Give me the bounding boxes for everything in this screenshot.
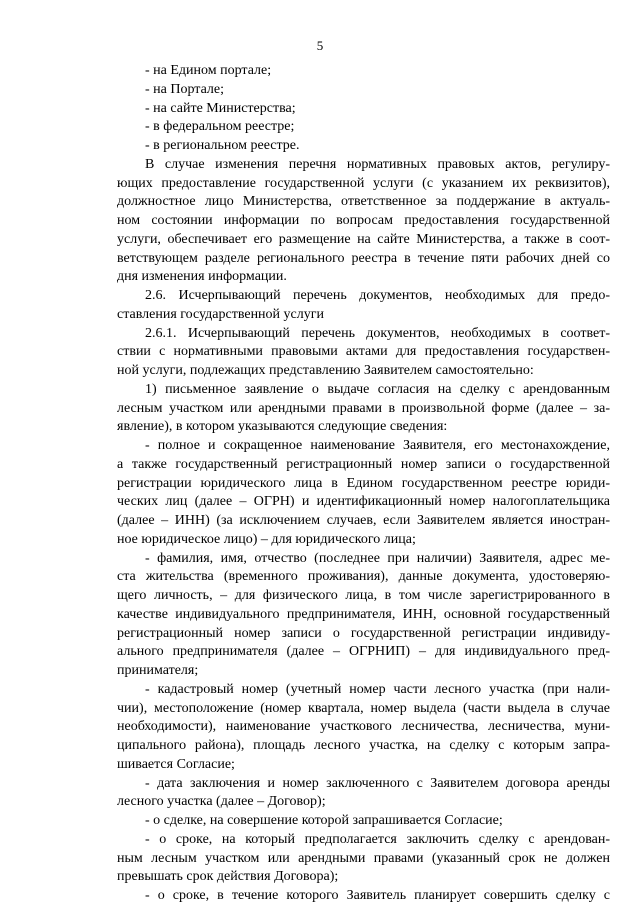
text-line: ципального района), площадь лесного участка, на сделку с которым запра- xyxy=(117,738,610,753)
document-body xyxy=(117,62,610,906)
text-line: ствии с нормативными правовыми актами для предоставления государствен- xyxy=(117,344,610,360)
text-line: (далее – ИНН) (за исключением случаев, если Заявителем является иностран- xyxy=(117,513,610,528)
text-line: щего личность, – для физического лица, в том числе зарегистрированного в xyxy=(117,588,610,603)
text-line: - полное и сокращенное наименование Заявителя, его местонахождение, xyxy=(145,438,610,453)
text-line: явление), в котором указываются следующие сведения: xyxy=(117,419,448,435)
text-line: ющих предоставление государственной услуги (с указанием их реквизитов), xyxy=(117,175,610,191)
text-line: а также государственный регистрационный номер записи о государственной xyxy=(117,456,610,472)
text-line: - в региональном реестре. xyxy=(145,138,300,153)
text-line: ставления государственной услуги xyxy=(117,306,324,322)
text-line: регистрации юридического лица в Едином государственном реестре юриди- xyxy=(117,475,610,491)
text-line: ное юридическое лицо) – для юридического лица; xyxy=(117,531,416,547)
text-line: ным лесным участком или арендными правами (указанный срок не должен xyxy=(117,850,610,866)
text-line: - на Едином портале; xyxy=(145,63,272,78)
text-line: ста жительства (временного проживания), данные документа, удостоверяю- xyxy=(117,569,610,585)
text-line: услуги, обеспечивает его размещение на сайте Министерства, а также в соот- xyxy=(117,231,610,247)
text-line: чии), местоположение (номер квартала, номер выдела (части выдела в случае xyxy=(117,700,610,716)
text-line: лесным участком или арендными правами в произвольной форме (далее – за- xyxy=(117,400,610,416)
text-line: ческих лиц (далее – ОГРН) и идентификационный номер налогоплательщика xyxy=(117,494,610,510)
text-line: шивается Согласие; xyxy=(117,756,235,772)
text-line: - о сделке, на совершение которой запрашивается Согласие; xyxy=(145,813,503,828)
page-number: 5 xyxy=(316,38,324,53)
text-line: 2.6. Исчерпывающий перечень документов, необходимых для предо- xyxy=(145,288,610,303)
text-line: - на Портале; xyxy=(145,81,225,97)
text-line: ном состоянии информации по вопросам предоставления государственной xyxy=(117,213,610,228)
text-line: качестве индивидуального предпринимателя, ИНН, основной государственный xyxy=(117,606,610,622)
text-line: - кадастровый номер (учетный номер части лесного участка (при нали- xyxy=(145,681,610,697)
text-line: принимателя; xyxy=(117,663,199,678)
text-line: регистрационный номер записи о государственной регистрации индивиду- xyxy=(117,625,610,641)
text-line: - о сроке, в течение которого Заявитель планирует совершить сделку с xyxy=(145,888,610,903)
text-line: превышать срок действия Договора); xyxy=(117,869,339,885)
text-line: необходимости), наименование участкового лесничества, лесничества, муни- xyxy=(117,719,610,735)
text-line: ветствующем разделе регионального реестра в течение пяти рабочих дней со xyxy=(117,250,610,266)
text-line: должностное лицо Министерства, ответственное за поддержание в актуаль- xyxy=(117,194,610,210)
text-line: - фамилия, имя, отчество (последнее при наличии) Заявителя, адрес ме- xyxy=(145,550,610,566)
text-line: 2.6.1. Исчерпывающий перечень документов, необходимых в соответ- xyxy=(145,325,610,341)
text-line: ной услуги, подлежащих представлению Заявителем самостоятельно: xyxy=(117,363,534,378)
text-line: - о сроке, на который предполагается заключить сделку с арендован- xyxy=(145,831,610,847)
text-line: В случае изменения перечня нормативных правовых актов, регулиру- xyxy=(145,156,610,172)
text-line: лесного участка (далее – Договор); xyxy=(117,794,326,810)
text-line: - дата заключения и номер заключенного с Заявителем договора аренды xyxy=(145,775,610,791)
text-line: ального предпринимателя (далее – ОГРНИП) – для индивидуального пред- xyxy=(117,644,610,660)
text-line: дня изменения информации. xyxy=(117,269,287,285)
text-line: - на сайте Министерства; xyxy=(145,100,296,116)
text-line: 1) письменное заявление о выдаче согласия на сделку с арендованным xyxy=(145,381,610,397)
text-line: - в федеральном реестре; xyxy=(145,119,295,135)
